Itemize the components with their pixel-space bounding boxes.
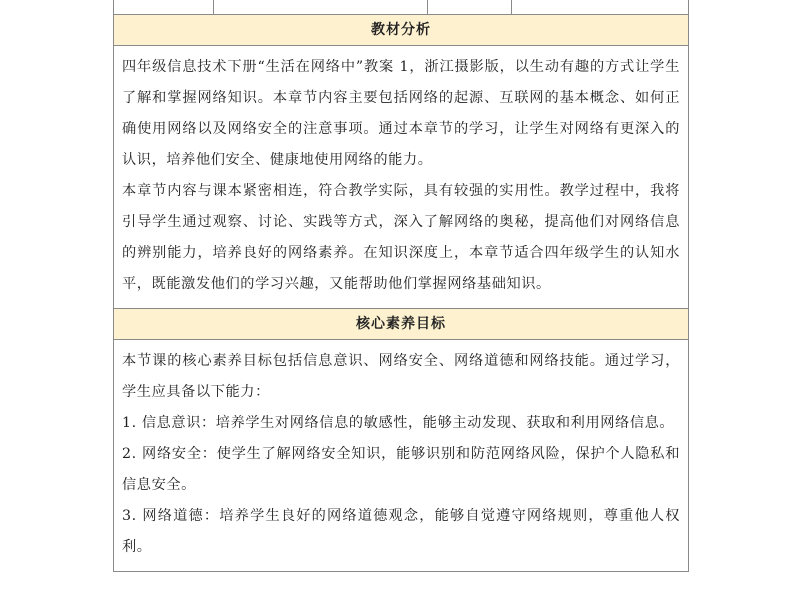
- paragraph: 四年级信息技术下册“生活在网络中”教案 1，浙江摄影版，以生动有趣的方式让学生了解和掌握网络知识。本章节内容主要包括网络的起源、互联网的基本概念、如何正确使用网络以及网络安全的注意事项。通过本章节的学习，让学生对网络有更深入的认识，培养他们安全、健康地使用网络的能力。: [122, 59, 680, 168]
- table-cell: [512, 0, 688, 14]
- table-header-row: [114, 0, 688, 15]
- section-body-analysis: [114, 46, 688, 309]
- goal-item: 2. 网络安全：使学生了解网络安全知识，能够识别和防范网络风险，保护个人隐私和信息安全。: [122, 446, 680, 493]
- paragraph: 本节课的核心素养目标包括信息意识、网络安全、网络道德和网络技能。通过学习，学生应具备以下能力：: [122, 353, 680, 400]
- goal-item: 1. 信息意识：培养学生对网络信息的敏感性，能够主动发现、获取和利用网络信息。: [122, 415, 675, 431]
- table-cell: [114, 0, 214, 14]
- goal-item: 3. 网络道德：培养学生良好的网络道德观念，能够自觉遵守网络规则，尊重他人权利。: [122, 508, 680, 555]
- lesson-plan-table: [113, 0, 689, 572]
- section-body-goals: [114, 340, 688, 572]
- section-title-analysis: 教材分析: [114, 15, 688, 46]
- paragraph: 本章节内容与课本紧密相连，符合教学实际，具有较强的实用性。教学过程中，我将引导学生通过观察、讨论、实践等方式，深入了解网络的奥秘，提高他们对网络信息的辨别能力，培养良好的网络素养。在知识深度上，本章节适合四年级学生的认知水平，既能激发他们的学习兴趣，又能帮助他们掌握网络基础知识。: [122, 183, 680, 292]
- table-cell: [214, 0, 428, 14]
- section-title-goals: 核心素养目标: [114, 309, 688, 340]
- table-cell: [428, 0, 512, 14]
